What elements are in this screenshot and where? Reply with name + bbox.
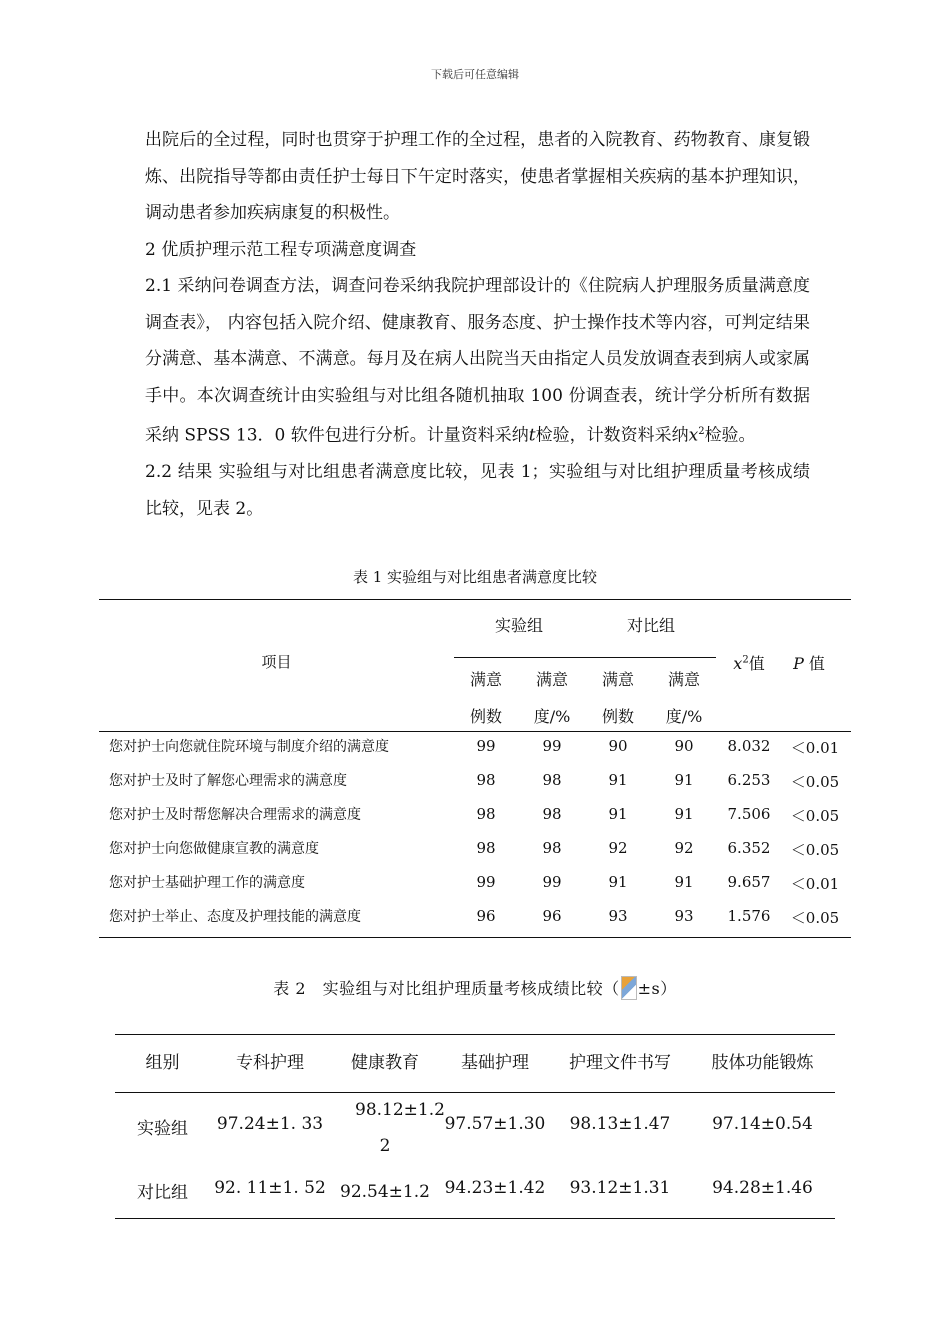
table-cell: 91 bbox=[674, 873, 694, 891]
table2-cell: 94.28±1.46 bbox=[712, 1178, 813, 1198]
table-cell: 90 bbox=[608, 737, 628, 755]
table-row-item: 您对护士及时了解您心理需求的满意度 bbox=[109, 773, 347, 789]
table-cell: 99 bbox=[476, 873, 496, 891]
table-cell: 91 bbox=[608, 805, 628, 823]
table-row-item: 您对护士及时帮您解决合理需求的满意度 bbox=[109, 807, 361, 823]
paragraph: 出院后的全过程，同时也贯穿于护理工作的全过程，患者的入院教育、药物教育、康复锻炼、出院指导等都由责任护士每日下午定时落实，使患者掌握相关疾病的基本护理知识，调动患者参加疾病康复的积极性。 bbox=[145, 130, 810, 223]
header-sub-pct: 满意 度/% bbox=[533, 670, 571, 726]
paragraph: 2.2 结果 实验组与对比组患者满意度比较，见表 1；实验组与对比组护理质量考核成绩比较，见表 2。 bbox=[145, 462, 810, 519]
table-cell: 6.352 bbox=[727, 839, 771, 857]
table-cell: 98 bbox=[476, 805, 496, 823]
table-cell: 6.253 bbox=[727, 771, 771, 789]
table2-cell: 92. 11±1. 52 bbox=[214, 1178, 326, 1198]
table-cell: 99 bbox=[542, 873, 562, 891]
header-sub-count: 满意 例数 bbox=[469, 670, 502, 726]
table-rule bbox=[115, 1092, 835, 1093]
table-cell: 98 bbox=[542, 805, 562, 823]
table-rule bbox=[115, 1218, 835, 1219]
table2-cell: 97.57±1.30 bbox=[444, 1114, 546, 1134]
x-symbol: x bbox=[688, 425, 699, 446]
table-cell: 98 bbox=[476, 839, 496, 857]
table-row-item: 您对护士向您做健康宣教的满意度 bbox=[109, 841, 319, 857]
table-cell: 91 bbox=[674, 805, 694, 823]
table2-cell: 对比组 bbox=[137, 1183, 188, 1203]
table-cell: ＜0.01 bbox=[790, 875, 840, 893]
table-cell: ＜0.01 bbox=[790, 739, 840, 757]
table-cell: 92 bbox=[674, 839, 694, 857]
paragraph bbox=[145, 268, 810, 454]
page-header-note: 下载后可任意编辑 bbox=[431, 68, 519, 81]
table1-caption: 表 1 实验组与对比组患者满意度比较 bbox=[352, 568, 598, 586]
header-sub-pct: 满意 度/% bbox=[665, 670, 703, 726]
table2-cell: 94.23±1.42 bbox=[444, 1178, 546, 1198]
table-cell: 93 bbox=[674, 907, 694, 925]
table2-header: 组别 bbox=[145, 1053, 180, 1073]
table-cell: 1.576 bbox=[727, 907, 771, 925]
table-cell: ＜0.05 bbox=[790, 807, 840, 825]
table-cell: 92 bbox=[608, 839, 628, 857]
table-cell: ＜0.05 bbox=[790, 773, 840, 791]
table2-header: 专科护理 bbox=[236, 1053, 304, 1073]
table2-cell: 97.24±1. 33 bbox=[216, 1114, 324, 1134]
table-cell: 98 bbox=[542, 771, 562, 789]
table-cell: ＜0.05 bbox=[790, 841, 840, 859]
header-sub-count: 满意 例数 bbox=[601, 670, 634, 726]
table2-cell: 实验组 bbox=[137, 1119, 188, 1139]
table2-header: 护理文件书写 bbox=[569, 1053, 671, 1073]
header-group-ctrl: 对比组 bbox=[626, 616, 675, 635]
table2-cell: 98.13±1.47 bbox=[569, 1114, 671, 1134]
table-cell: 99 bbox=[542, 737, 562, 755]
header-group-exp: 实验组 bbox=[494, 616, 543, 635]
table-cell: 91 bbox=[608, 771, 628, 789]
header-chi2: $x^2$值 bbox=[733, 654, 765, 673]
table-cell: 99 bbox=[476, 737, 496, 755]
table2-header: 基础护理 bbox=[461, 1053, 529, 1073]
table2-caption: 表 2 实验组与对比组护理质量考核成绩比较（ ±s） bbox=[0, 976, 950, 1000]
table-cell: 7.506 bbox=[727, 805, 771, 823]
table-cell: 90 bbox=[674, 737, 694, 755]
table-rule bbox=[99, 599, 851, 600]
table2-cell: 93.12±1.31 bbox=[569, 1178, 671, 1198]
table-cell: 93 bbox=[608, 907, 628, 925]
table-cell: 8.032 bbox=[727, 737, 771, 755]
table-cell: 91 bbox=[608, 873, 628, 891]
paragraph-text: 检验。 bbox=[704, 425, 756, 446]
table2-cell: 92.54±1.2 bbox=[340, 1182, 430, 1202]
table-row-item: 您对护士向您就住院环境与制度介绍的满意度 bbox=[109, 739, 389, 755]
table2-header: 肢体功能锻炼 bbox=[711, 1053, 814, 1073]
header-p: P 值 bbox=[793, 654, 825, 673]
section-heading: 2 优质护理示范工程专项满意度调查 bbox=[145, 239, 417, 260]
table-rule bbox=[99, 937, 851, 938]
superscript: 2 bbox=[698, 426, 705, 437]
table2-header: 健康教育 bbox=[351, 1053, 419, 1073]
table-cell: 9.657 bbox=[727, 873, 771, 891]
body-text bbox=[145, 122, 810, 527]
table2-cell: 98.12±1.2 2 bbox=[355, 1100, 445, 1156]
table-cell: 98 bbox=[542, 839, 562, 857]
table-cell: 98 bbox=[476, 771, 496, 789]
table-cell: 96 bbox=[542, 907, 562, 925]
image-icon bbox=[621, 976, 637, 1000]
table-cell: 96 bbox=[476, 907, 496, 925]
group-underline bbox=[454, 657, 716, 658]
table-row-item: 您对护士基础护理工作的满意度 bbox=[109, 875, 305, 891]
t-symbol: t bbox=[528, 425, 536, 446]
table-rule bbox=[115, 1034, 835, 1035]
paragraph-text: 2.1 采纳问卷调查方法，调查问卷采纳我院护理部设计的《住院病人护理服务质量满意度调查表》， 内容包括入院介绍、健康教育、服务态度、护士操作技术等内容，可判定结果分满意、基本满意、不满意。每月及在病人出院当天由指定人员发放调查表到病人或家属手中。本次调查统计由实验组与对比组各随机抽取 100 份调查表，统计学分析所有数据采纳 SPSS 13．0 软件包进行分析。计量资料采纳 bbox=[145, 276, 810, 446]
table-cell: 91 bbox=[674, 771, 694, 789]
table-cell: ＜0.05 bbox=[790, 909, 840, 927]
table-row-item: 您对护士举止、态度及护理技能的满意度 bbox=[109, 909, 361, 925]
table2-cell: 97.14±0.54 bbox=[712, 1114, 813, 1134]
header-item: 项目 bbox=[261, 653, 292, 671]
paragraph-text: 检验，计数资料采纳 bbox=[535, 425, 689, 446]
